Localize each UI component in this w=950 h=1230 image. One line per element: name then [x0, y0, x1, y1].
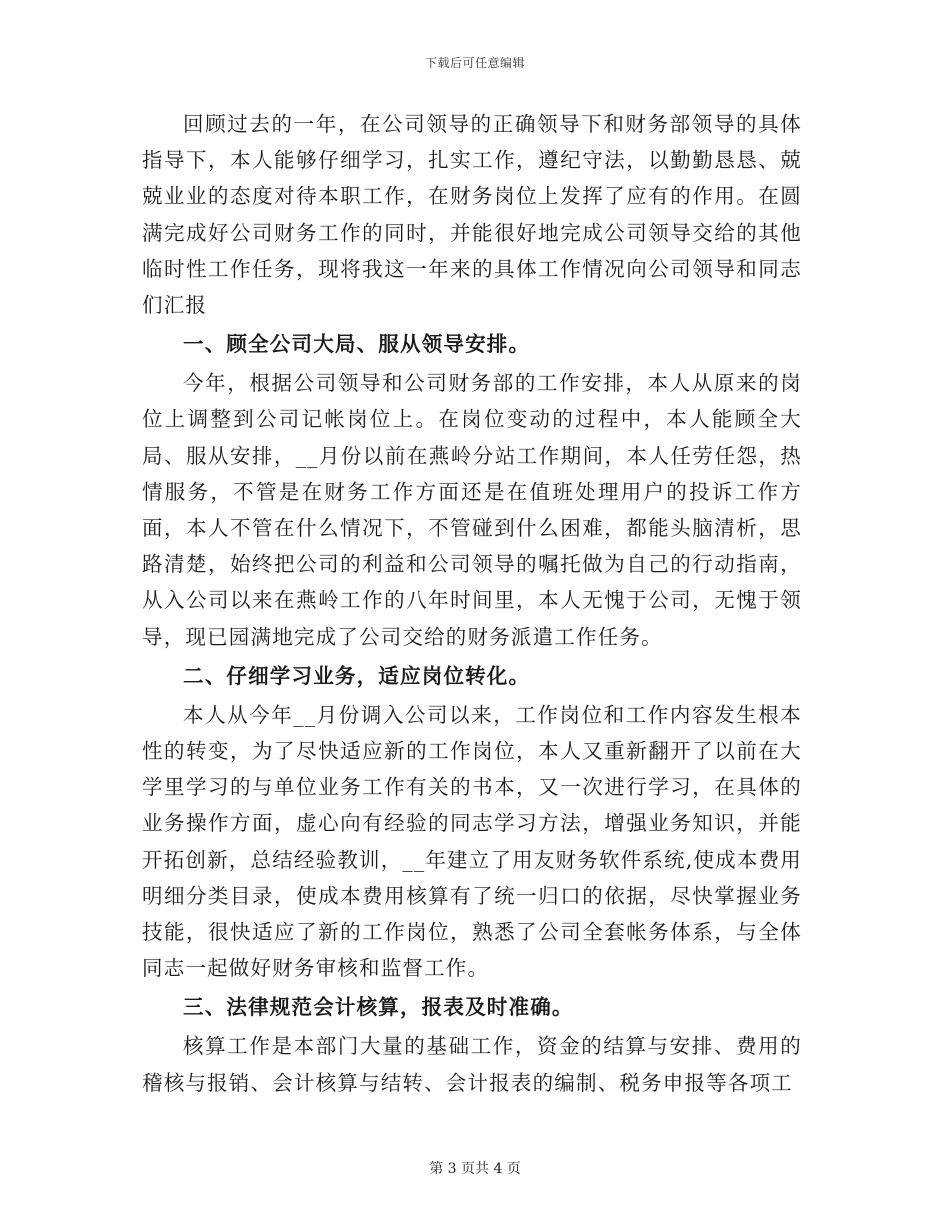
- page-number-footer: 第 3 页共 4 页: [429, 1161, 521, 1177]
- document-body: [142, 106, 802, 1101]
- section-heading-3: 三、法律规范会计核算，报表及时准确。: [183, 995, 574, 1020]
- section-1-paragraph: 今年，根据公司领导和公司财务部的工作安排，本人从原来的岗位上调整到公司记帐岗位上。在岗位变动的过程中，本人能顾全大局、服从安排，__月份以前在燕岭分站工作期间，本人任劳任怨，热情服务，不管是在财务工作方面还是在值班处理用户的投诉工作方面，本人不管在什么情况下，不管碰到什么困难，都能头脑清析，思路清楚，始终把公司的利益和公司领导的嘱托做为自己的行动指南，从入公司以来在燕岭工作的八年时间里，本人无愧于公司，无愧于领导，现已园满地完成了公司交给的财务派遣工作任务。: [142, 371, 802, 649]
- section-heading-1: 一、顾全公司大局、服从领导安排。: [183, 332, 531, 357]
- section-heading-2: 二、仔细学习业务，适应岗位转化。: [183, 663, 531, 688]
- section-2-paragraph: 本人从今年__月份调入公司以来，工作岗位和工作内容发生根本性的转变，为了尽快适应新的工作岗位，本人又重新翻开了以前在大学里学习的与单位业务工作有关的书本，又一次进行学习，在具体的业务操作方面，虚心向有经验的同志学习方法，增强业务知识，并能开拓创新，总结经验教训，__年建立了用友财务软件系统,使成本费用明细分类目录，使成本费用核算有了统一归口的依据，尽快掌握业务技能，很快适应了新的工作岗位，熟悉了公司全套帐务体系，与全体同志一起做好财务审核和监督工作。: [142, 702, 802, 981]
- page-header: 下载后可任意编辑: [424, 56, 525, 70]
- section-3-paragraph: 核算工作是本部门大量的基础工作，资金的结算与安排、费用的稽核与报销、会计核算与结转、会计报表的编制、税务申报等各项工: [142, 1034, 802, 1095]
- intro-paragraph: 回顾过去的一年，在公司领导的正确领导下和财务部领导的具体指导下，本人能够仔细学习，扎实工作，遵纪守法，以勤勤恳恳、兢兢业业的态度对待本职工作，在财务岗位上发挥了应有的作用。在圆满完成好公司财务工作的同时，并能很好地完成公司领导交给的其他临时性工作任务，现将我这一年来的具体工作情况向公司领导和同志们汇报: [142, 112, 802, 318]
